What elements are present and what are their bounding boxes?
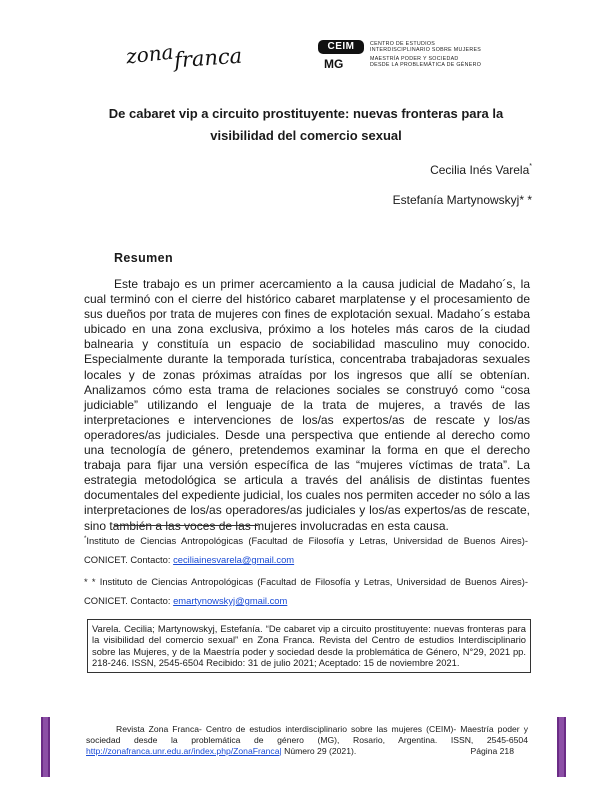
author-1 [430,163,532,177]
ceim-line: DESDE LA PROBLEMÁTICA DE GÉNERO [370,62,482,69]
mg-badge: MG [324,57,344,71]
zona-franca-logo [126,36,246,78]
ceim-badge: CEIM [318,40,364,54]
ceim-institution-text [370,41,481,69]
footnote-2-text: * * Instituto de Ciencias Antropológicas (Facultad de Filosofía y Letras, Universidad de Buenos Aires)- CONICET. Contacto: [84,576,528,606]
footer-text: Revista Zona Franca- Centro de estudios interdisciplinario sobre las mujeres (CEIM)- Maestría poder y sociedad desde la problemática de género (MG), Rosario, Argentina. ISSN, 2545-6504 [86,724,528,745]
footer-journal-link[interactable]: http://zonafranca.unr.edu.ar/index.php/ZonaFranca| [86,745,282,756]
footnote-1-text: Instituto de Ciencias Antropológicas (Facultad de Filosofía y Letras, Universidad de Buenos Aires)- CONICET. Contacto: [84,535,528,565]
ceim-mg-logo [318,40,488,74]
footnote-divider [114,525,258,526]
footer-issue: Número 29 (2021). [281,745,357,756]
article-title [90,103,522,147]
citation-box: Varela. Cecilia; Martynowskyj, Estefanía. “De cabaret vip a circuito prostituyente: nuevas fronteras para la visibilidad del comercio sexual” en Zona Franca. Revista del Centro de estudios Interdisciplinario sobre las Mujeres, y de la Maestría poder y sociedad desde la problemática de Género, N°29, 2021 pp. 218-246. ISSN, 2545-6504 Recibido: 31 de julio 2021; Aceptado: 15 de noviembre 2021. [87,619,531,673]
footnote-2-email-link[interactable]: emartynowskyj@gmail.com [173,595,288,606]
ceim-line: CENTRO DE ESTUDIOS [370,41,436,47]
ceim-line: INTERDISCIPLINARIO SOBRE MUJERES [370,47,482,54]
page-footer [86,724,528,756]
footnote-1 [84,530,528,569]
ceim-line: MAESTRÍA PODER Y SOCIEDAD [370,55,459,62]
footer-accent-bar-right [557,717,566,777]
logo-word-zona: zona [124,39,175,69]
footnote-1-mark: * [84,536,87,542]
abstract-body: Este trabajo es un primer acercamiento a la causa judicial de Madaho´s, la cual terminó con el cierre del histórico cabaret marplatense y el procesamiento de sus dueños por trata de mujeres con fines de explotación sexual. Madaho´s estaba ubicado en una zona exclusiva, próximo a los hoteles más caros de la ciudad balnearia y constituía un espacio de sociabilidad masculino muy conocido. Especialmente durante la temporada turística, concentraba trabajadoras sexuales locales y de zonas próximas atraídas por los ingresos que allí se obtenían. Analizamos cómo esta trama de relaciones sociales se construyó como “cosa judiciable” utilizando el lenguaje de la trata de mujeres, a través de las interpretaciones e intervenciones de los/as expertos/as de rescate y los/as operadores/as judiciales. Desde una perspectiva que entiende al derecho como una tecnología de género, pretendemos examinar la forma en que el derecho trabaja para fijar una versión específica de las “mujeres víctimas de trata”. La estrategia metodológica se articula a través del análisis de distintas fuentes documentales del expediente judicial, los cuales nos permiten acceder no sólo a las interpretaciones de los/as operadores/as judiciales y los/as expertos/as de rescate, sino también a las voces de las mujeres involucradas en esta causa. [84,277,530,533]
title-line-2: visibilidad del comercio sexual [210,128,402,143]
footer-accent-bar-left [41,717,50,777]
logo-word-franca: franca [173,43,243,73]
author-1-name: Cecilia Inés Varela [430,163,530,177]
abstract-heading: Resumen [114,251,174,265]
author-2: Estefanía Martynowskyj* * [392,193,532,207]
author-1-footnote-mark: * [529,163,532,170]
title-line-1: De cabaret vip a circuito prostituyente: nuevas fronteras para la [108,106,504,121]
page-number: Página 218 [470,745,514,756]
footnote-2 [84,572,528,610]
footnote-1-email-link[interactable]: ceciliainesvarela@gmail.com [173,554,295,565]
